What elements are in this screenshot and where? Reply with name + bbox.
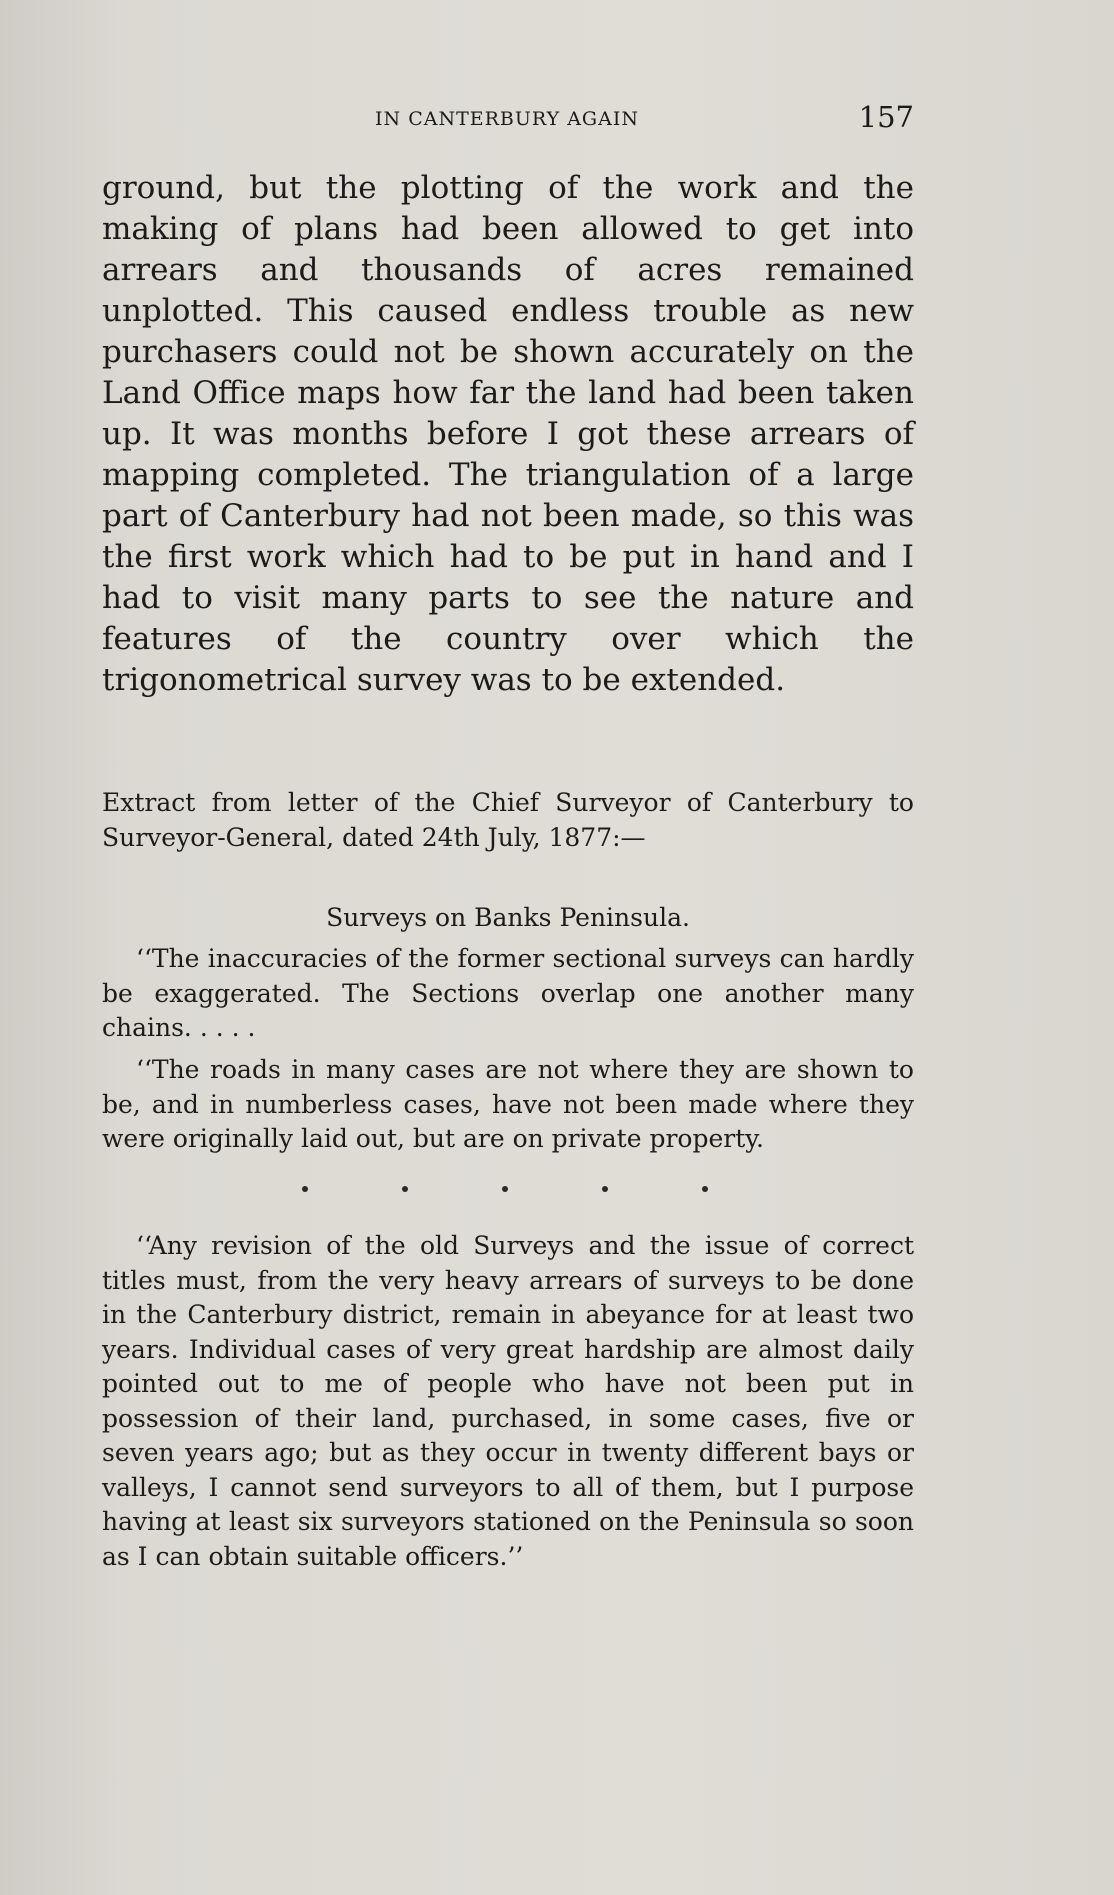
extract-subheading: Surveys on Banks Peninsula. <box>326 903 690 932</box>
quote-paragraph-3 <box>102 1229 914 1574</box>
quote-1-text: ‘‘The inaccuracies of the former sectional surveys can hardly be exaggerated. The Sections overlap one another many chains. . . . . <box>102 944 914 1042</box>
omission-dots <box>302 1186 722 1206</box>
page-number: 157 <box>858 100 914 134</box>
omission-dot <box>402 1186 408 1192</box>
page-header <box>100 100 914 140</box>
quote-2-text: ‘‘The roads in many cases are not where they are shown to be, and in numberless cases, have not been made where they were originally laid out, but are on private property. <box>102 1055 914 1153</box>
omission-dot <box>702 1186 708 1192</box>
running-title: IN CANTERBURY AGAIN <box>375 108 639 130</box>
quote-3-text: ‘‘Any revision of the old Surveys and the issue of correct titles must, from the very heavy arrears of surveys to be done in the Canterbury district, remain in abeyance for at least two years. Individual cases of very great hardship are almost daily pointed out to me of people who have not been put in possession of their land, purchased, in some cases, five or seven years ago; but as they occur in twenty different bays or valleys, I cannot send surveyors to all of them, but I purpose having at least six surveyors stationed on the Peninsula so soon as I can obtain suitable officers.’’ <box>102 1231 914 1571</box>
extract-intro <box>102 786 914 855</box>
omission-dot <box>502 1186 508 1192</box>
quote-paragraph-2 <box>102 1053 914 1157</box>
body-text <box>102 168 914 701</box>
body-paragraph: ground, but the plotting of the work and the making of plans had been allowed to get into arrears and thousands of acres remained unplotted. This caused endless trouble as new purchasers could not be shown accurately on the Land Office maps how far the land had been taken up. It was months before I got these arrears of mapping completed. The triangulation of a large part of Canterbury had not been made, so this was the first work which had to be put in hand and I had to visit many parts to see the nature and features of the country over which the trigonometrical survey was to be extended. <box>102 170 914 698</box>
omission-dot <box>602 1186 608 1192</box>
omission-dot <box>302 1186 308 1192</box>
quote-paragraph-1 <box>102 942 914 1046</box>
extract-intro-text: Extract from letter of the Chief Surveyor of Canterbury to Surveyor-General, dated 24th July, 1877:— <box>102 788 914 852</box>
